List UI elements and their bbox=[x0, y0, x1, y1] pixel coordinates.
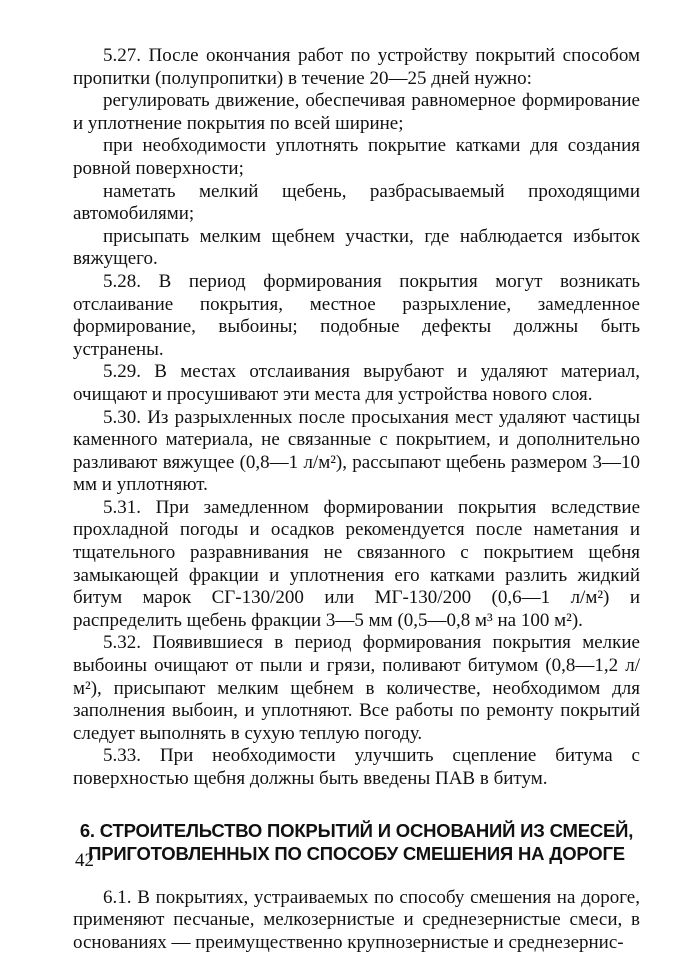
list-item-regulate-traffic: регулировать движение, обеспечивая равномерное формирование и уплотнение покрытия по всей ширине; bbox=[73, 90, 640, 134]
paragraph-5-28: 5.28. В период формирования покрытия могут возникать отслаивание покрытия, местное разрыхление, замедленное формирование, выбоины; подобные дефекты должны быть устранены. bbox=[73, 270, 640, 360]
section-6-text bbox=[73, 887, 640, 954]
paragraph-5-30: 5.30. Из разрыхленных после просыхания мест удаляют частицы каменного материала, не связанные с покрытием, и дополнительно разливают вяжущее (0,8—1 л/м²), рассыпают щебень размером 3—10 мм и уплотняют. bbox=[73, 406, 640, 496]
paragraph-5-29: 5.29. В местах отслаивания вырубают и удаляют материал, очищают и просушивают эти места для устройства нового слоя. bbox=[73, 361, 640, 405]
heading-line-1: 6. СТРОИТЕЛЬСТВО ПОКРЫТИЙ И ОСНОВАНИЙ ИЗ СМЕСЕЙ, bbox=[79, 819, 634, 841]
list-item-sprinkle-gravel: присыпать мелким щебнем участки, где наблюдается избыток вяжущего. bbox=[73, 225, 640, 270]
page-number: 42 bbox=[75, 850, 94, 871]
section-5-text bbox=[73, 45, 640, 791]
list-item-compact-rollers: при необходимости уплотнять покрытие катками для создания ровной поверхности; bbox=[73, 135, 640, 179]
section-6-heading bbox=[73, 819, 640, 865]
paragraph-5-27: 5.27. После окончания работ по устройству покрытий способом пропитки (полупропитки) в течение 20—25 дней нужно: bbox=[73, 45, 640, 89]
heading-line-2: ПРИГОТОВЛЕННЫХ ПО СПОСОБУ СМЕШЕНИЯ НА ДОРОГЕ bbox=[88, 842, 625, 864]
paragraph-5-31: 5.31. При замедленном формировании покрытия вследствие прохладной погоды и осадков рекомендуется после наметания и тщательного разравнивания не связанного с покрытием щебня замыкающей фракции и уплотнения его катками разлить жидкий битум марок СГ-130/200 или МГ-130/200 (0,6—1 л/м²) и распределить щебень фракции 3—5 мм (0,5—0,8 м³ на 100 м²). bbox=[73, 496, 640, 631]
paragraph-5-33: 5.33. При необходимости улучшить сцепление битума с поверхностью щебня должны быть введены ПАВ в битум. bbox=[73, 745, 640, 789]
list-item-sweep-gravel: наметать мелкий щебень, разбрасываемый проходящими автомобилями; bbox=[73, 180, 640, 225]
paragraph-5-32: 5.32. Появившиеся в период формирования покрытия мелкие выбоины очищают от пыли и грязи, поливают битумом (0,8—1,2 л/м²), присыпают мелким щебнем в количестве, необходимом для заполнения выбоин, и уплотняют. Все работы по ремонту покрытий следует выполнять в сухую теплую погоду. bbox=[73, 632, 640, 744]
paragraph-6-1: 6.1. В покрытиях, устраиваемых по способу смешения на дороге, применяют песчаные, мелкозернистые и среднезернистые смеси, в основаниях — преимущественно крупнозернистые и среднезернис- bbox=[73, 886, 640, 953]
